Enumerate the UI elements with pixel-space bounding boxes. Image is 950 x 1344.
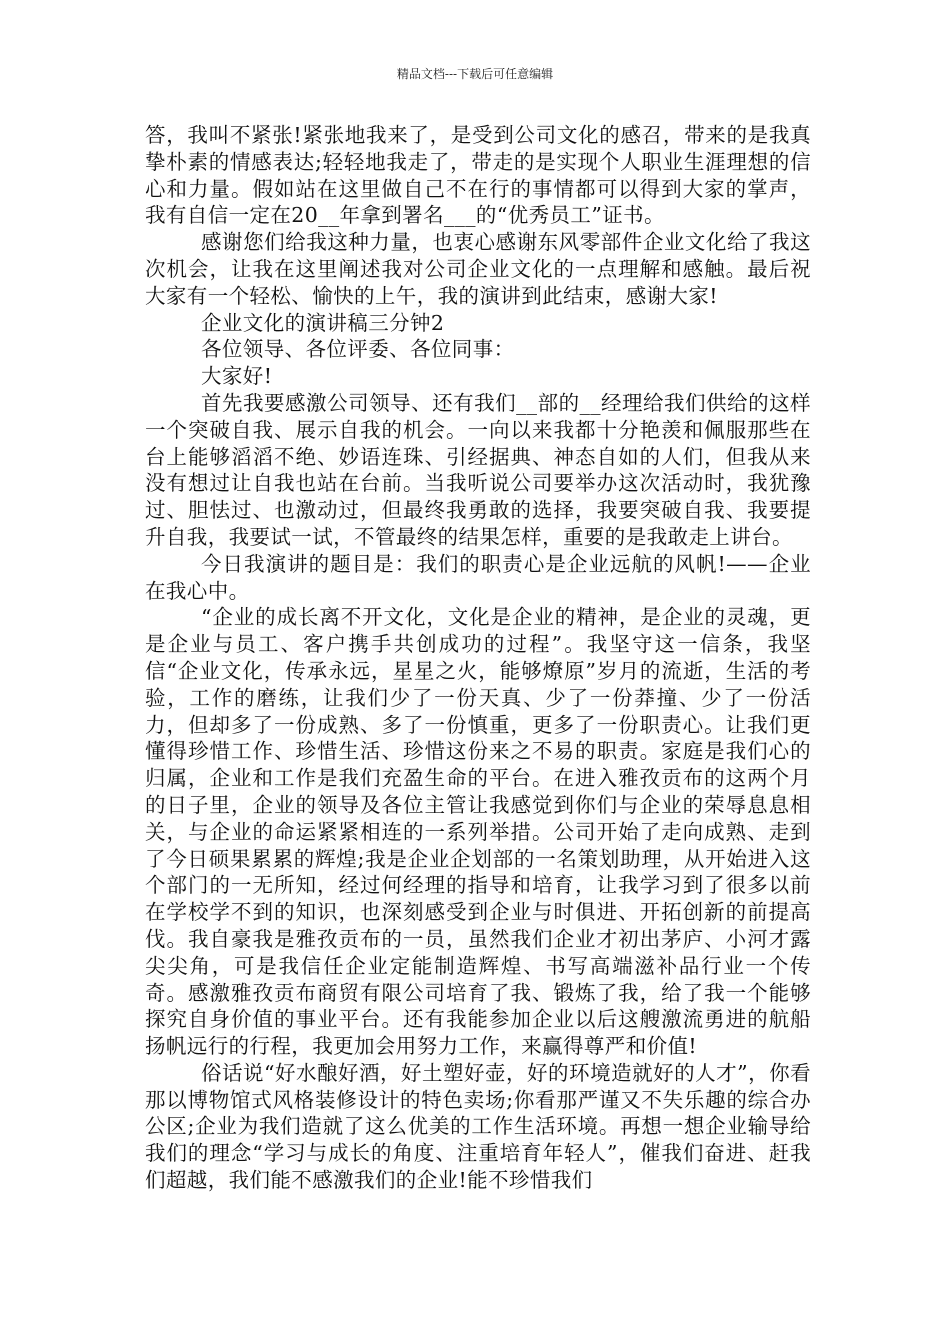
paragraph-closing-continuation: 答，我叫不紧张!紧张地我来了，是受到公司文化的感召，带来的是我真挚朴素的情感表达;轻轻地我走了，带走的是实现个人职业生涯理想的信心和力量。假如站在这里做自己不在行的事情都可以得到大家的掌声，我有自信一定在20__年拿到署名___的“优秀员工”证书。 — [145, 123, 811, 228]
salutation: 各位领导、各位评委、各位同事： — [201, 337, 515, 362]
paragraph-intro: 首先我要感激公司领导、还有我们__部的__经理给我们供给的这样一个突破自我、展示自我的机会。一向以来我都十分艳羡和佩服那些在台上能够滔滔不绝、妙语连珠、引经据典、神态自如的人们，但我从来没有想过让自我也站在台前。当我听说公司要举办这次活动时，我犹豫过、胆怯过、也激动过，但最终我勇敢的选择，我要突破自我、我要提升自我，我要试一试，不管最终的结果怎样，重要的是我敢走上讲台。 — [145, 390, 811, 549]
page-header: 精品文档---下载后可任意编辑 — [396, 67, 554, 81]
paragraph-topic: 今日我演讲的题目是：我们的职责心是企业远航的风帆!——企业在我心中。 — [145, 551, 811, 603]
paragraph-environment: 俗话说“好水酿好酒，好土塑好壶，好的环境造就好的人才”，你看那以博物馆式风格装修设计的特色卖场;你看那严谨又不失乐趣的综合办公区;企业为我们造就了这么优美的工作生活环境。再想一想企业输导给我们的理念“学习与成长的角度、注重培育年轻人”，催我们奋进、赶我们超越，我们能不感激我们的企业!能不珍惜我们 — [145, 1060, 811, 1193]
paragraph-culture: “企业的成长离不开文化，文化是企业的精神，是企业的灵魂，更是企业与员工、客户携手共创成功的过程”。我坚守这一信条，我坚信“企业文化，传承永远，星星之火，能够燎原”岁月的流逝，生活的考验，工作的磨练，让我们少了一份天真、少了一份莽撞、少了一份活力，但却多了一份成熟、多了一份慎重，更多了一份职责心。让我们更懂得珍惜工作、珍惜生活、珍惜这份来之不易的职责。家庭是我们心的归属，企业和工作是我们充盈生命的平台。在进入雅孜贡布的这两个月的日子里，企业的领导及各位主管让我感觉到你们与企业的荣辱息息相关，与企业的命运紧紧相连的一系列举措。公司开始了走向成熟、走到了今日硕果累累的辉煌;我是企业企划部的一名策划助理，从开始进入这个部门的一无所知，经过何经理的指导和培育，让我学习到了很多以前在学校学不到的知识，也深刻感受到企业与时俱进、开拓创新的前提高伐。我自豪我是雅孜贡布的一员，虽然我们企业才初出茅庐、小河才露尖尖角，可是我信任企业定能制造辉煌、书写高端滋补品行业一个传奇。感激雅孜贡布商贸有限公司培育了我、锻炼了我，给了我一个能够探究自身价值的事业平台。还有我能参加企业以后这艘激流勇进的航船扬帆远行的行程，我更加会用努力工作，来赢得尊严和价值! — [145, 605, 811, 1059]
section-title: 企业文化的演讲稿三分钟2 — [201, 310, 445, 335]
greeting: 大家好! — [201, 364, 273, 389]
paragraph-thanks: 感谢您们给我这种力量，也衷心感谢东风零部件企业文化给了我这次机会，让我在这里阐述我对公司企业文化的一点理解和感触。最后祝大家有一个轻松、愉快的上午，我的演讲到此结束，感谢大家! — [145, 230, 811, 308]
document-body — [145, 122, 811, 1194]
